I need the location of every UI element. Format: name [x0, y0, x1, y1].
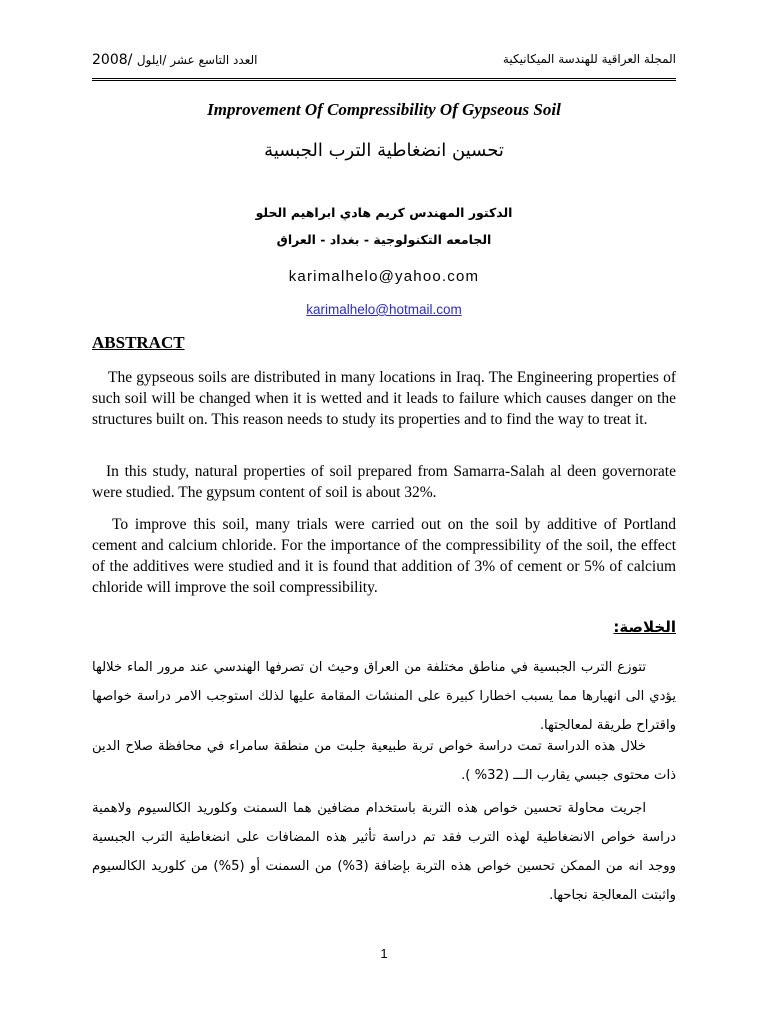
arabic-abstract-paragraph: خلال هذه الدراسة تمت دراسة خواص تربة طبيعية جلبت من منطقة سامراء في محافظة صلاح الدين ذات محتوى جبسي يقارب الـــ (32% ).	[92, 739, 676, 783]
paper-title: Improvement Of Compressibility Of Gypseous Soil	[207, 100, 561, 119]
running-header	[92, 48, 676, 81]
author-email-primary: karimalhelo@yahoo.com	[288, 268, 480, 285]
author-name: الدكتور المهندس كريم هادي ابراهيم الحلو	[255, 205, 513, 220]
arabic-abstract-paragraph: تتوزع الترب الجبسية في مناطق مختلفة من العراق وحيث ان تصرفها الهندسي عند مرور الماء خلالها يؤدي الى انهيارها مما يسبب اخطارا كبيرة على المنشات المقامة عليها لذلك استوجب الامر دراسة خواصها واقتراح طريقة لمعالجتها.	[92, 660, 676, 733]
arabic-abstract-heading: الخلاصة:	[613, 618, 676, 636]
header-volume: 2008/	[92, 52, 133, 68]
author-affiliation: الجامعه التكنولوجية - بغداد - العراق	[276, 232, 492, 247]
abstract-paragraph: In this study, natural properties of soil prepared from Samarra-Salah al deen governorate were studied. The gypsum content of soil is about 32%.	[92, 463, 676, 501]
abstract-paragraph: To improve this soil, many trials were carried out on the soil by additive of Portland cement and calcium chloride. For the importance of the compressibility of the soil, the effect of the additives were studied and it is found that addition of 3% of cement or 5% of calcium chloride will improve the soil compressibility.	[92, 516, 676, 596]
header-journal-name: المجلة العراقية للهندسة الميكانيكية	[502, 52, 676, 66]
abstract-heading: ABSTRACT	[92, 333, 185, 352]
abstract-paragraph: The gypseous soils are distributed in many locations in Iraq. The Engineering properties of such soil will be changed when it is wetted and it leads to failure which causes danger on the structures built on. This reason needs to study its properties and to find the way to treat it.	[92, 369, 676, 428]
arabic-abstract-paragraph: اجريت محاولة تحسين خواص هذه التربة باستخدام مضافين هما السمنت وكلوريد الكالسيوم ولاهمية دراسة خواص الانضغاطية لهذه الترب فقد تم دراسة تأثير هذه المضافات على انضغاطية الترب الجبسية ووجد انه من الممكن تحسين خواص هذه التربة بإضافة (3%) من السمنت أو (5%) من كلوريد الكالسيوم واثبتت المعالجة نجاحها.	[92, 801, 676, 903]
author-email-link[interactable]: karimalhelo@hotmail.com	[306, 302, 462, 317]
page-number: 1	[380, 946, 388, 961]
paper-title-arabic: تحسين انضغاطية الترب الجبسية	[264, 140, 504, 161]
header-issue-info	[92, 52, 261, 68]
header-issue: العدد التاسع عشر /ايلول	[136, 53, 258, 67]
